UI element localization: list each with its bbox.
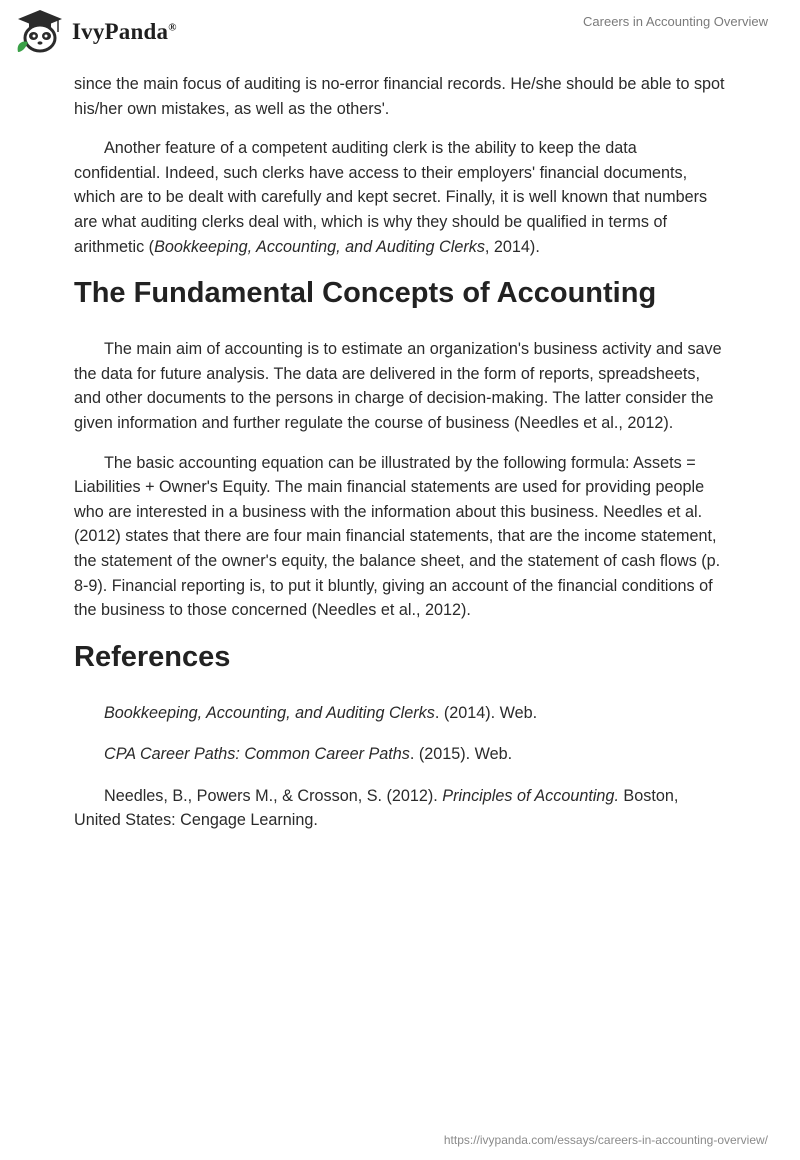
logo-wordmark: IvyPanda® — [72, 19, 177, 44]
reference-item: CPA Career Paths: Common Career Paths. (2015). Web. — [104, 745, 513, 764]
section-heading-references: References — [74, 640, 231, 673]
page-header — [0, 0, 800, 70]
panda-graduate-icon — [14, 8, 66, 56]
reference-item: Needles, B., Powers M., & Crosson, S. (2012). Principles of Accounting. Boston, United States: Cengage Learning. — [74, 786, 679, 830]
paragraph-auditing-focus: since the main focus of auditing is no-error financial records. He/she should be able to spot his/her own mistakes, as well as the others'. — [74, 75, 725, 118]
ivypanda-logo[interactable] — [14, 8, 177, 56]
paragraph-auditing-clerk: Another feature of a competent auditing clerk is the ability to keep the data confidential. Indeed, such clerks have access to their employers' financial documents, which are to be dealt with carefully and kept secret. Finally, it is well known that numbers are what auditing clerks deal with, which is why they should be qualified in terms of arithmetic (Bookkeeping, Accounting, and Auditing Clerks, 2014). — [74, 139, 708, 256]
footer-source-url[interactable]: https://ivypanda.com/essays/careers-in-accounting-overview/ — [443, 1133, 768, 1147]
essay-content — [74, 72, 726, 850]
paragraph-accounting-aim: The main aim of accounting is to estimate an organization's business activity and save the data for future analysis. The data are delivered in the form of reports, spreadsheets, and other documents to the persons in charge of decision-making. The latter consider the given information and further regulate the course of business (Needles et al., 2012). — [74, 340, 722, 432]
reference-item: Bookkeeping, Accounting, and Auditing Clerks. (2014). Web. — [104, 703, 538, 722]
paragraph-accounting-equation: The basic accounting equation can be illustrated by the following formula: Assets = Liabilities + Owner's Equity. The main financial statements are used for providing people who are interested in a business with the information about this business. Needles et al. (2012) states that there are four main financial statements, that are the income statement, the statement of the owner's equity, the balance sheet, and the statement of cash flows (p. 8-9). Financial reporting is, to put it bluntly, giving an account of the financial conditions of the business to those concerned (Needles et al., 2012). — [74, 453, 721, 620]
references-list — [74, 701, 726, 833]
document-title: Careers in Accounting Overview — [583, 14, 768, 29]
section-heading-fundamental-concepts: The Fundamental Concepts of Accounting — [74, 277, 657, 310]
